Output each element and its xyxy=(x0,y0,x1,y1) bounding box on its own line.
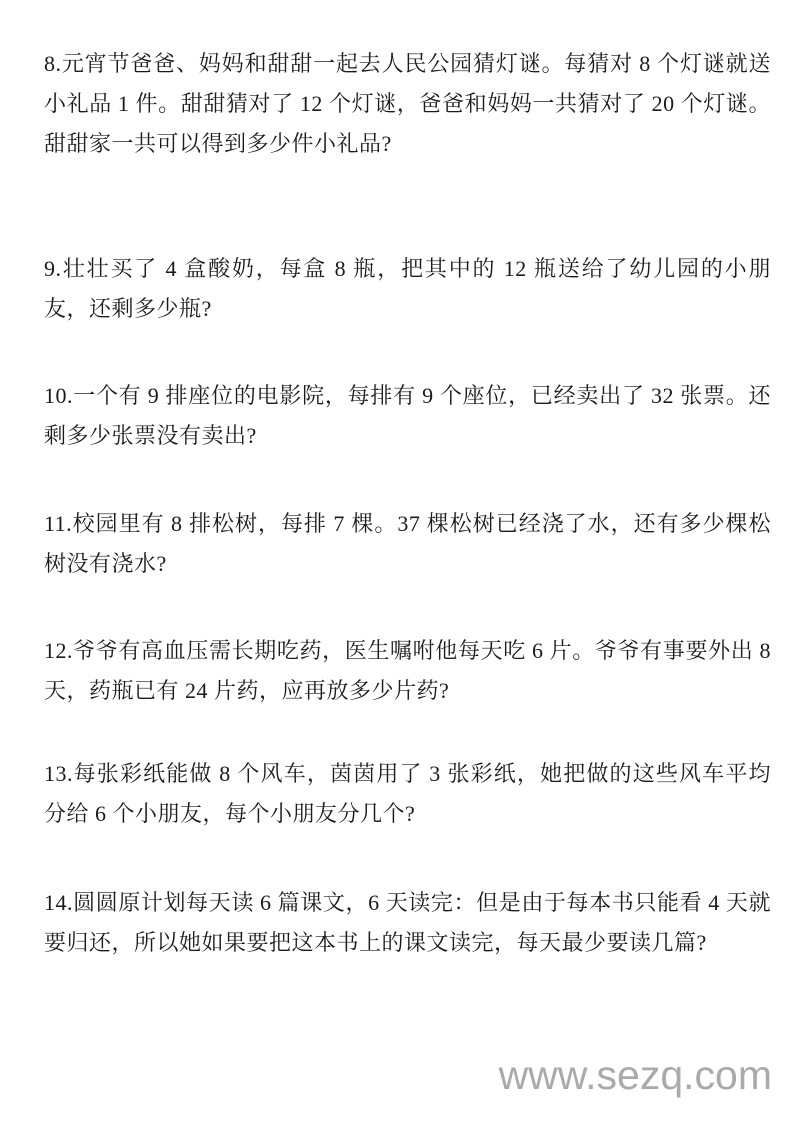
watermark-text: www.sezq.com xyxy=(498,1052,772,1098)
problem-9: 9.壮壮买了 4 盒酸奶，每盒 8 瓶，把其中的 12 瓶送给了幼儿园的小朋友，还剩多少瓶? xyxy=(44,256,771,321)
problem-8: 8.元宵节爸爸、妈妈和甜甜一起去人民公园猜灯谜。每猜对 8 个灯谜就送小礼品 1 件。甜甜猜对了 12 个灯谜，爸爸和妈妈一共猜对了 20 个灯谜。甜甜家一共可以得到多少件小礼品? xyxy=(44,51,771,156)
problem-13: 13.每张彩纸能做 8 个风车，茵茵用了 3 张彩纸，她把做的这些风车平均分给 6 个小朋友，每个小朋友分几个? xyxy=(44,761,771,826)
problem-11: 11.校园里有 8 排松树，每排 7 棵。37 棵松树已经浇了水，还有多少棵松树没有浇水? xyxy=(44,511,771,576)
problem-10: 10.一个有 9 排座位的电影院，每排有 9 个座位，已经卖出了 32 张票。还剩多少张票没有卖出? xyxy=(44,383,771,448)
problem-12: 12.爷爷有高血压需长期吃药，医生嘱咐他每天吃 6 片。爷爷有事要外出 8 天，药瓶已有 24 片药，应再放多少片药? xyxy=(44,638,771,703)
problem-14: 14.圆圆原计划每天读 6 篇课文，6 天读完：但是由于每本书只能看 4 天就要归还，所以她如果要把这本书上的课文读完，每天最少要读几篇? xyxy=(44,890,771,955)
